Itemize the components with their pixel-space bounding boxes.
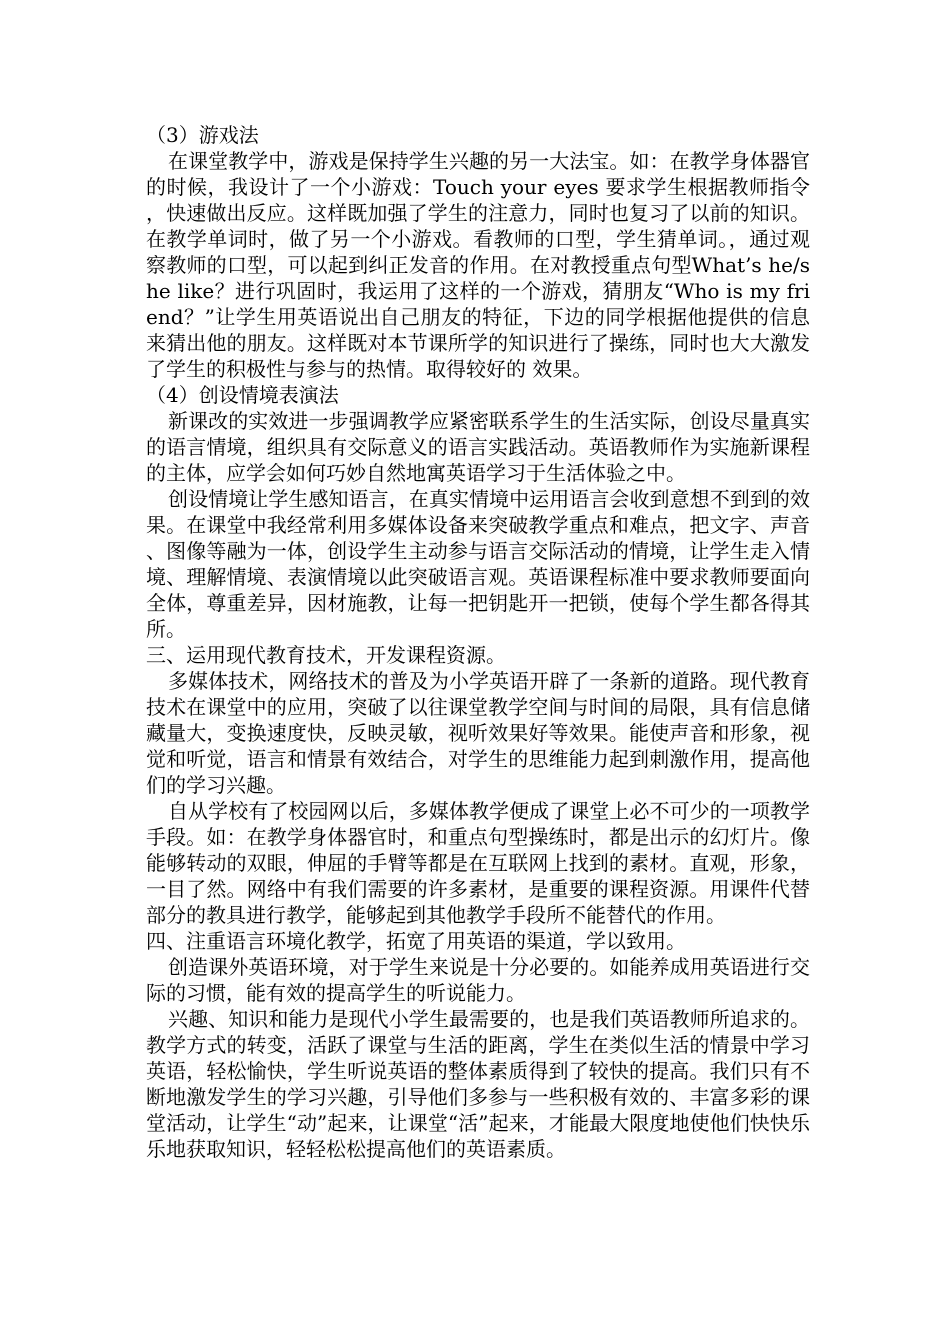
body-paragraph: 新课改的实效进一步强调教学应紧密联系学生的生活实际，创设尽量真实的语言情境，组织具有交际意义的语言实践活动。英语教师作为实施新课程的主体，应学会如何巧妙自然地寓英语学习于生活体验之中。 — [146, 409, 810, 485]
body-paragraph: 创造课外英语环境，对于学生来说是十分必要的。如能养成用英语进行交际的习惯，能有效的提高学生的听说能力。 — [146, 955, 810, 1005]
body-paragraph: 创设情境让学生感知语言，在真实情境中运用语言会收到意想不到到的效果。在课堂中我经常利用多媒体设备来突破教学重点和难点，把文字、声音、图像等融为一体，创设学生主动参与语言交际活动的情境，让学生走入情境、理解情境、表演情境以此突破语言观。英语课程标准中要求教师要面向全体，尊重差异，因材施教，让每一把钥匙开一把锁，使每个学生都各得其所。 — [146, 487, 810, 641]
body-paragraph: 自从学校有了校园网以后，多媒体教学便成了课堂上必不可少的一项教学手段。如：在教学身体器官时，和重点句型操练时，都是出示的幻灯片。像能够转动的双眼，伸屈的手臂等都是在互联网上找到的素材。直观，形象，一目了然。网络中有我们需要的许多素材，是重要的课程资源。用课件代替部分的教具进行教学，能够起到其他教学手段所不能替代的作用。 — [146, 799, 810, 927]
body-paragraph: 兴趣、知识和能力是现代小学生最需要的，也是我们英语教师所追求的。教学方式的转变，活跃了课堂与生活的距离，学生在类似生活的情景中学习英语，轻松愉快，学生听说英语的整体素质得到了较快的提高。我们只有不断地激发学生的学习兴趣，引导他们多参与一些积极有效的、丰富多彩的课堂活动，让学生“动”起来，让课堂“活”起来，才能最大限度地使他们快快乐乐地获取知识，轻轻松松提高他们的英语素质。 — [146, 1007, 810, 1161]
body-paragraph: 在课堂教学中，游戏是保持学生兴趣的另一大法宝。如：在教学身体器官的时候，我设计了一个小游戏：Touch your eyes 要求学生根据教师指令，快速做出反应。这样既加强了学生的注意力，同时也复习了以前的知识。在教学单词时，做了另一个小游戏。看教师的口型，学生猜单词。，通过观察教师的口型，可以起到纠正发音的作用。在对教授重点句型What’s he/she like？进行巩固时，我运用了这样的一个游戏，猜朋友“Who is my friend？”让学生用英语说出自己朋友的特征，下边的同学根据他提供的信息来猜出他的朋友。这样既对本节课所学的知识进行了操练，同时也大大激发了学生的积极性与参与的热情。取得较好的 效果。 — [146, 149, 810, 381]
section-heading-situation-method: （4）创设情境表演法 — [146, 383, 339, 407]
body-paragraph: 多媒体技术，网络技术的普及为小学英语开辟了一条新的道路。现代教育技术在课堂中的应用，突破了以往课堂教学空间与时间的局限，具有信息储藏量大，变换速度快，反映灵敏，视听效果好等效果。能使声音和形象，视觉和听觉，语言和情景有效结合，对学生的思维能力起到刺激作用，提高他们的学习兴趣。 — [146, 669, 810, 797]
section-heading-three: 三、运用现代教育技术，开发课程资源。 — [146, 643, 506, 667]
section-heading-four: 四、注重语言环境化教学，拓宽了用英语的渠道，学以致用。 — [146, 929, 686, 953]
section-heading-game-method: （3）游戏法 — [146, 123, 259, 147]
document-page — [146, 122, 810, 1162]
